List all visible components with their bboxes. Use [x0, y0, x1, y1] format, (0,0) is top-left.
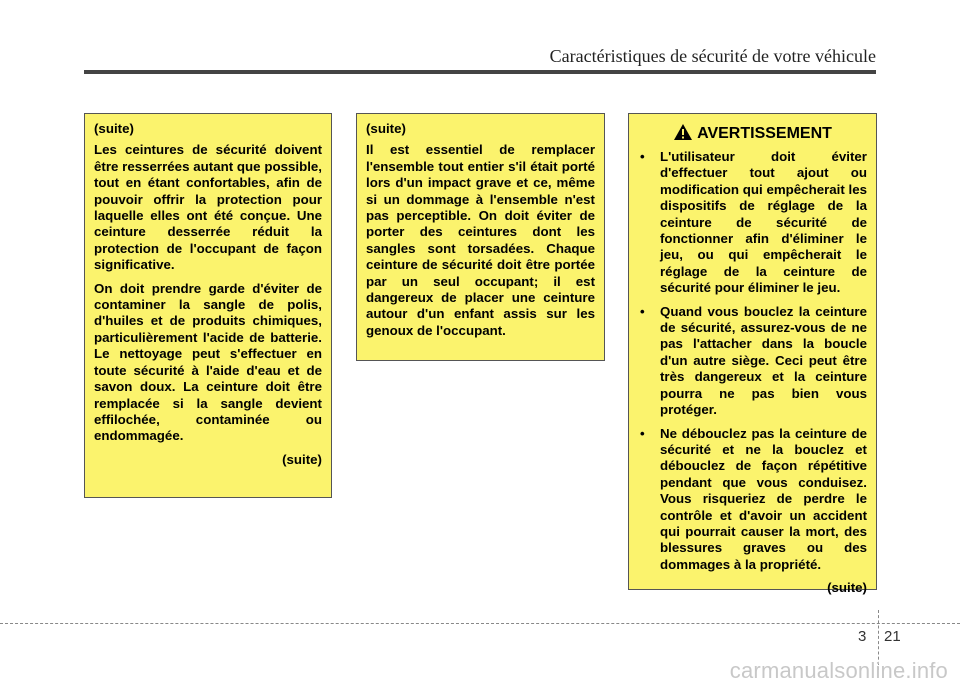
suite-label-top: (suite) [366, 121, 406, 136]
paragraph-tightening: Les ceintures de sécurité doivent être resserrées autant que possible, tout en étant confortables, afin de pouvoir offrir la protection pour laquelle elles ont été conçue. Une ceinture desserrée réduit la protection de l'occupant de façon significative. [94, 142, 322, 273]
warning-heading-text: AVERTISSEMENT [697, 125, 832, 142]
warning-list [638, 149, 867, 573]
page-number: 21 [884, 628, 901, 645]
chapter-number: 3 [858, 628, 867, 645]
paragraph-cleaning: On doit prendre garde d'éviter de contaminer la sangle de polis, d'huiles et de produits chimiques, particulièrement l'acide de batterie. Le nettoyage peut s'effectuer en toute sécurité à l'aide d'eau et de savon doux. La ceinture doit être remplacée si la sangle devient effilochée, contaminée ou endommagée. [94, 280, 322, 444]
suite-label-top: (suite) [94, 121, 134, 136]
warning-triangle-icon [673, 123, 693, 141]
warning-box [628, 113, 877, 596]
suite-label-end: (suite) [282, 451, 322, 467]
watermark: carmanualsonline.info [729, 658, 948, 683]
header-rule [84, 70, 876, 74]
warning-heading [638, 123, 867, 143]
suite-label-end: (suite) [827, 580, 867, 596]
caution-box-seatbelt-care [84, 113, 332, 498]
page-header-title: Caractéristiques de sécurité de votre véhicule [549, 46, 876, 66]
footer-rule [0, 623, 960, 624]
list-item: • L'utilisateur doit éviter d'effectuer tout ajout ou modification qui empêcherait les dispositifs de réglage de la ceinture de sécurité de fonctionner afin d'éliminer le jeu, ou qui empêcherait le réglage de la ceinture de sécurité pour éliminer le jeu. [638, 149, 867, 297]
caution-box-replacement [356, 113, 605, 361]
paragraph-replacement: Il est essentiel de remplacer l'ensemble tout entier s'il était porté lors d'un impact grave et ce, même si un dommage à l'ensemble n'est pas perceptible. On doit éviter de porter des ceintures dont les sangles sont torsadées. Chaque ceinture de sécurité doit être portée par un seul occupant; il est dangereux de placer une ceinture autour d'un enfant assis sur les genoux de l'occupant. [366, 142, 595, 338]
list-item: • Quand vous bouclez la ceinture de sécurité, assurez-vous de ne pas l'attacher dans la boucle d'un autre siège. Ceci peut être très dangereux et la ceinture pourra ne pas bien vous protéger. [638, 304, 867, 419]
list-item: • Ne débouclez pas la ceinture de sécurité et ne la bouclez et débouclez de façon répétitive pendant que vous conduisez. Vous risqueriez de perdre le contrôle et d'avoir un accident qui pourrait causer la mort, des blessures graves ou des dommages à la propriété. [638, 426, 867, 574]
